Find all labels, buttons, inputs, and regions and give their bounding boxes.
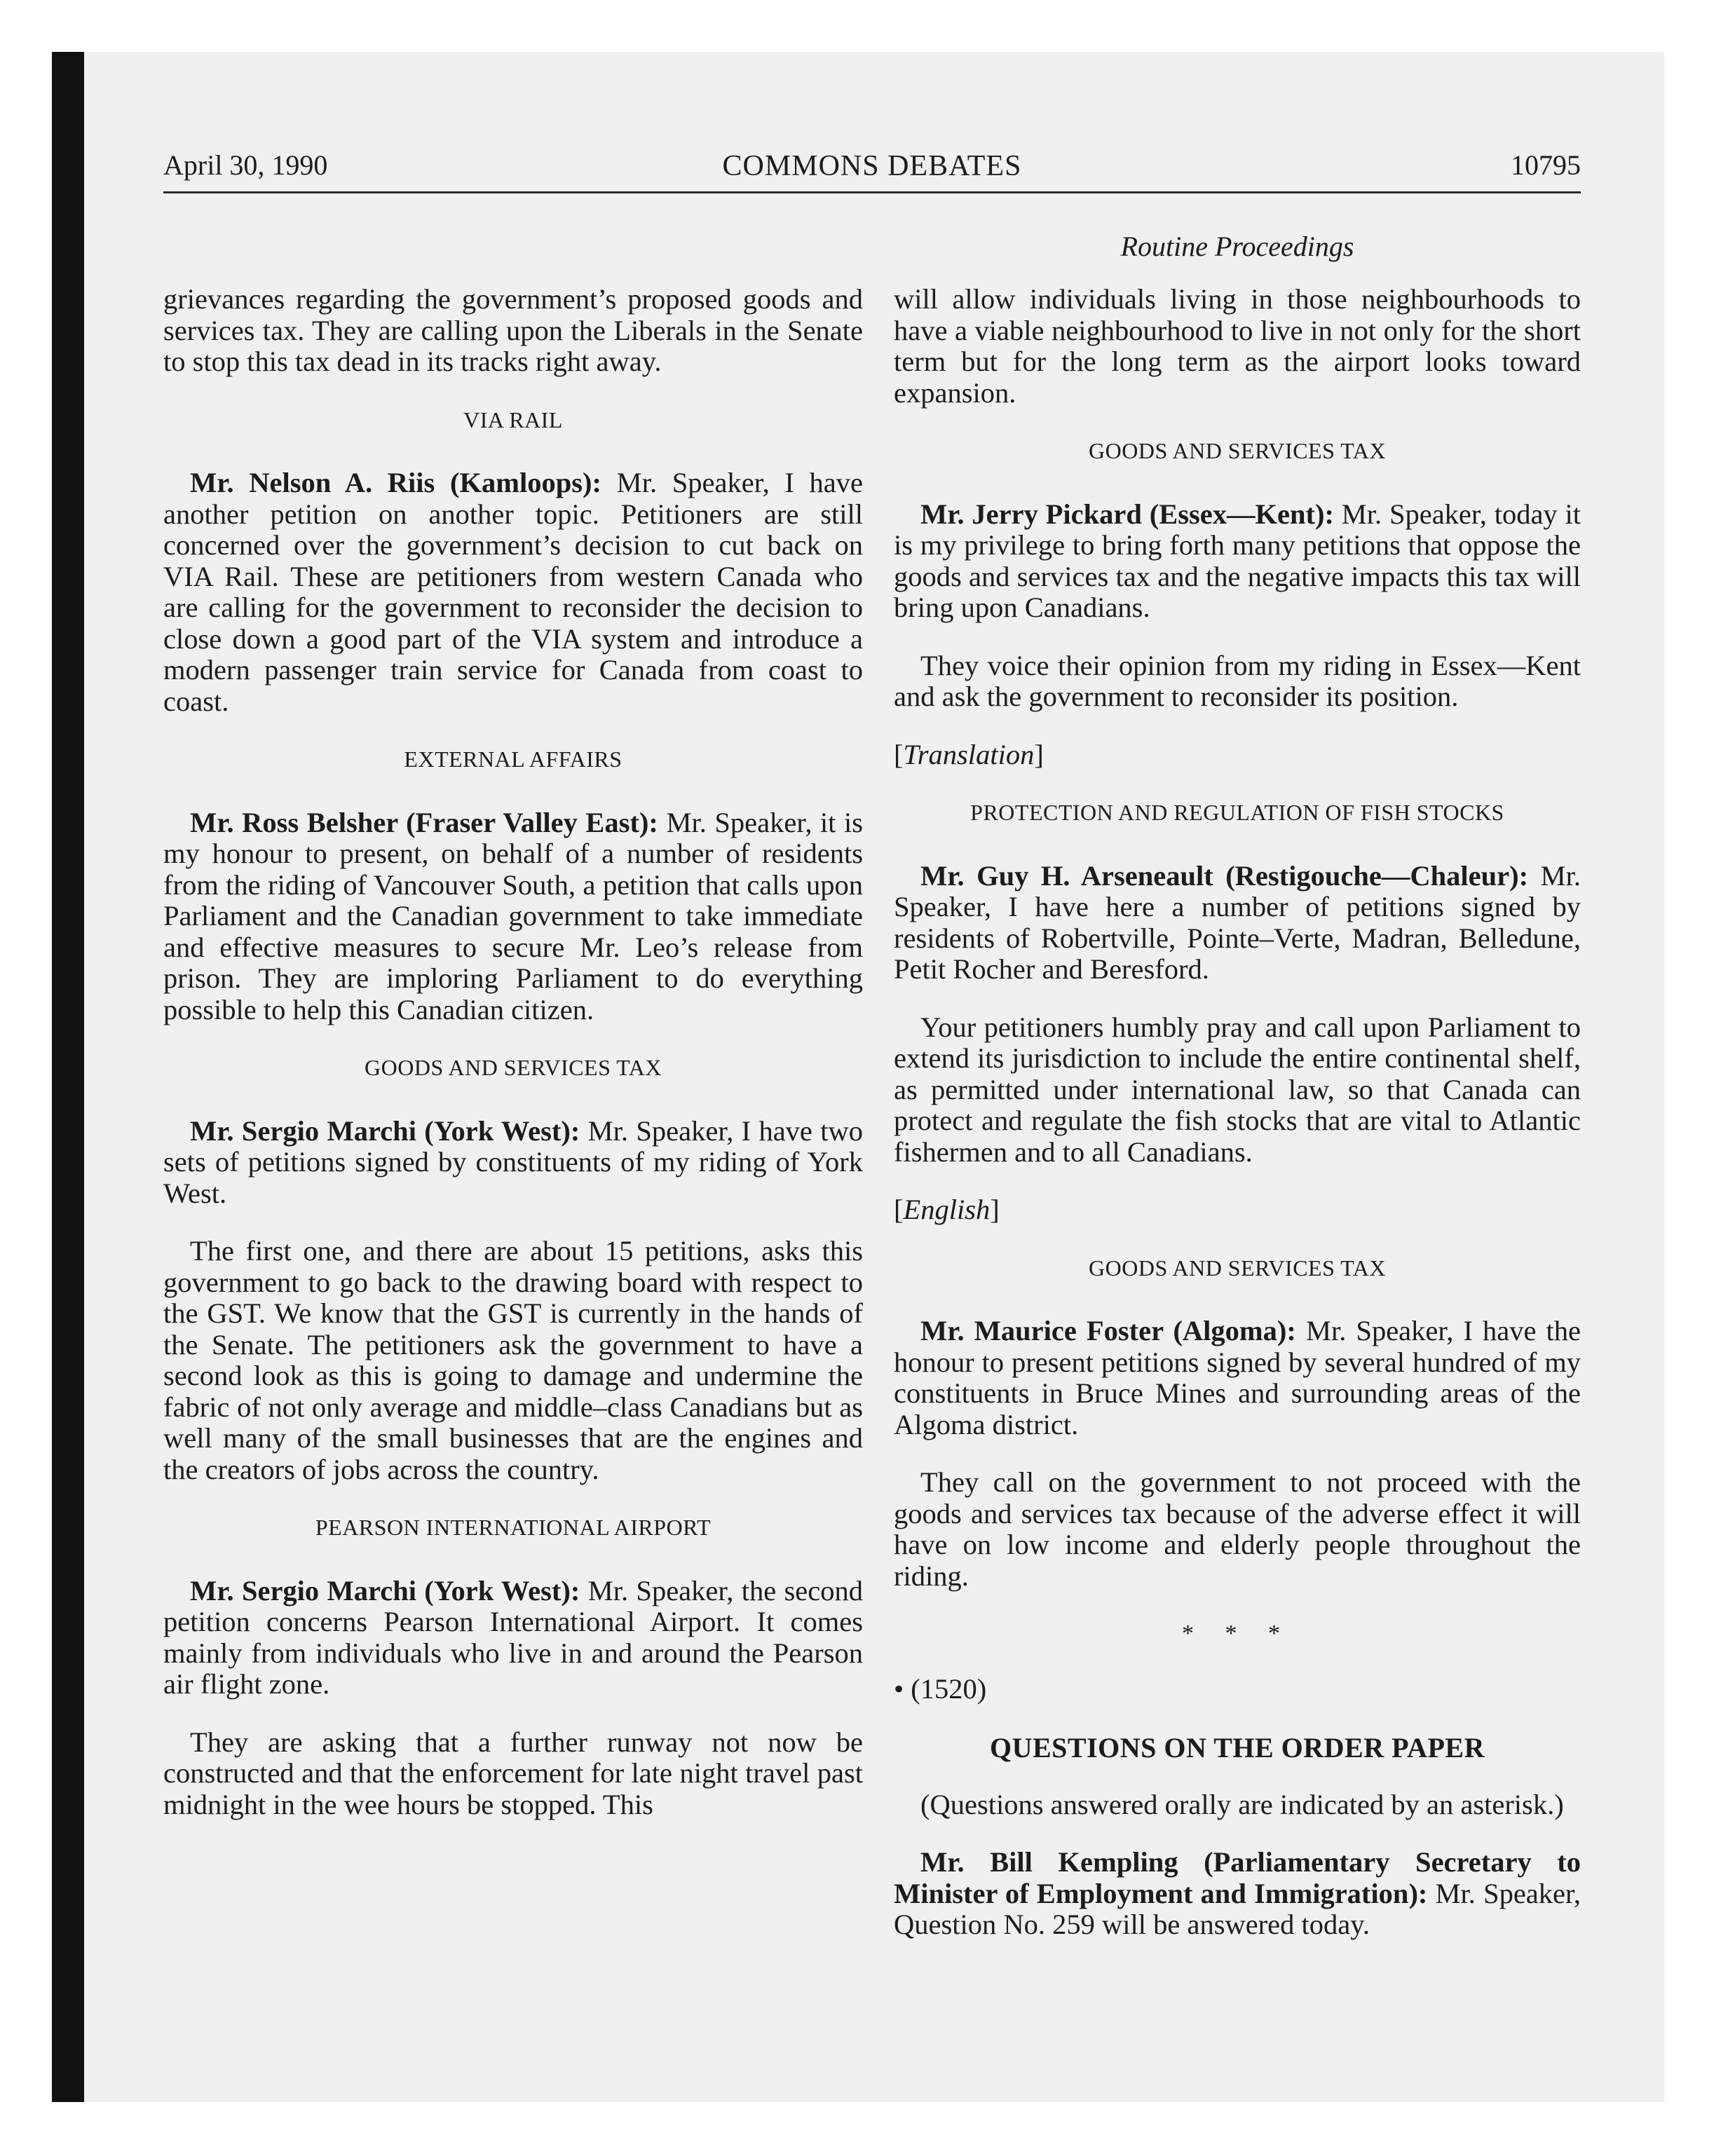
continued-paragraph-right: will allow individuals living in those neighbourhoods to have a viable neighbourhood to live in not only for the short term but for the long term as the airport looks toward expansion. [894, 283, 1581, 409]
kempling-text: Mr. Speaker, Question No. 259 will be answered today. [894, 1877, 1581, 1940]
rubric-gst-1: GOODS AND SERVICES TAX [1089, 438, 1386, 463]
petition-foster [894, 1316, 1581, 1440]
bracket-open: [ [894, 738, 904, 770]
marchi-pearson-text: Mr. Speaker, the second petition concerns Pearson International Airport. It comes mainly from individuals who live in and around the Pearson air flight zone. [163, 1574, 863, 1700]
marchi-gst-text: Mr. Speaker, I have two sets of petitions signed by constituents of my riding of York West. [163, 1114, 863, 1209]
rubric-gst: GOODS AND SERVICES TAX [365, 1055, 662, 1080]
running-head: Routine Proceedings [1120, 231, 1354, 262]
scan-binding-edge [52, 52, 84, 2102]
rubric-fish-stocks: PROTECTION AND REGULATION OF FISH STOCKS [970, 800, 1504, 825]
header-title: COMMONS DEBATES [722, 150, 1022, 182]
petition-marchi-gst [163, 1116, 863, 1210]
petition-arseneault [894, 861, 1581, 985]
rubric-pearson-airport: PEARSON INTERNATIONAL AIRPORT [315, 1515, 712, 1540]
english-marker [894, 1194, 1581, 1226]
marchi-gst-paragraph: The first one, and there are about 15 petitions, asks this government to go back to the drawing board with respect to the GST. We know that the GST is currently in the hands of the Senate. The petitioners ask the government to have a second look as this is going to damage and undermine the fabric of not only average and middle–class Canadians but as well many of the small businesses that are the engines and the creators of jobs across the country. [163, 1235, 863, 1485]
belsher-text: Mr. Speaker, it is my honour to present, on behalf of a number of residents from the riding of Vancouver South, a petition that calls upon Parliament and the Canadian government to take immediate and effective measures to secure Mr. Leo’s release from prison. They are imploring Parliament to do everything possible to help this Canadian citizen. [163, 806, 863, 1025]
timestamp: • (1520) [894, 1672, 987, 1705]
speaker-kempling: Mr. Bill Kempling (Parliamentary Secretary to Minister of Employment and Immigration): [894, 1846, 1581, 1909]
foster-paragraph: They call on the government to not proceed with the goods and services tax because of the adverse effect it will have on low income and elderly people throughout the riding. [894, 1466, 1581, 1592]
speaker-marchi-2: Mr. Sergio Marchi (York West): [190, 1574, 580, 1606]
bracket-open-2: [ [894, 1194, 904, 1225]
page-header [163, 145, 1581, 193]
foster-text: Mr. Speaker, I have the honour to present petitions signed by several hundred of my constituents in Bruce Mines and surrounding areas of the Algoma district. [894, 1315, 1581, 1440]
rubric-gst-2: GOODS AND SERVICES TAX [1089, 1255, 1386, 1281]
right-column [894, 284, 1581, 1967]
petition-belsher [163, 807, 863, 1026]
arseneault-text: Mr. Speaker, I have here a number of petitions signed by residents of Robertville, Pointe–Verte, Madran, Belledune, Petit Rocher and Beresford. [894, 859, 1581, 985]
rubric-via-rail: VIA RAIL [463, 407, 563, 432]
speaker-marchi: Mr. Sergio Marchi (York West): [190, 1114, 580, 1147]
header-date: April 30, 1990 [163, 149, 328, 181]
petition-marchi-pearson [163, 1576, 863, 1700]
translation-marker [894, 739, 1581, 771]
speaker-riis: Mr. Nelson A. Riis (Kamloops): [190, 467, 601, 498]
petition-pickard [894, 499, 1581, 624]
left-column [163, 284, 863, 1847]
speaker-pickard: Mr. Jerry Pickard (Essex—Kent): [920, 498, 1334, 530]
section-heading-questions: QUESTIONS ON THE ORDER PAPER [990, 1732, 1485, 1763]
speaker-arseneault: Mr. Guy H. Arseneault (Restigouche—Chaleur): [920, 859, 1529, 892]
pickard-text: Mr. Speaker, today it is my privilege to bring forth many petitions that oppose the goods and services tax and the negative impacts this tax will bring upon Canadians. [894, 498, 1581, 623]
bracket-close: ] [1034, 738, 1044, 770]
pickard-paragraph: They voice their opinion from my riding in Essex—Kent and ask the government to reconsider its position. [894, 649, 1581, 712]
fish-paragraph: Your petitioners humbly pray and call upon Parliament to extend its jurisdiction to include the entire continental shelf, as permitted under international law, so that Canada can protect and regulate the fish stocks that are vital to Atlantic fishermen and to all Canadians. [894, 1011, 1581, 1168]
english-word: English [903, 1194, 991, 1225]
continued-paragraph: grievances regarding the government’s proposed goods and services tax. They are calling upon the Liberals in the Senate to stop this tax dead in its tracks right away. [163, 283, 863, 377]
rubric-external-affairs: EXTERNAL AFFAIRS [404, 746, 622, 772]
questions-note: (Questions answered orally are indicated by an asterisk.) [920, 1788, 1564, 1820]
riis-text: Mr. Speaker, I have another petition on another topic. Petitioners are still concerned over the government’s decision to cut back on VIA Rail. These are petitioners from western Canada who are calling for the government to reconsider the decision to close down a good part of the VIA system and introduce a modern passenger train service for Canada from coast to coast. [163, 467, 863, 717]
speaker-belsher: Mr. Ross Belsher (Fraser Valley East): [190, 806, 658, 838]
section-separator: * * * [1182, 1621, 1293, 1646]
translation-word: Translation [903, 738, 1035, 770]
page-number: 10795 [1511, 149, 1581, 181]
statement-kempling [894, 1847, 1581, 1941]
bracket-close-2: ] [990, 1194, 1000, 1225]
petition-riis [163, 468, 863, 717]
marchi-pearson-paragraph: They are asking that a further runway not now be constructed and that the enforcement for late night travel past midnight in the wee hours be stopped. This [163, 1726, 863, 1820]
speaker-foster: Mr. Maurice Foster (Algoma): [920, 1315, 1296, 1346]
